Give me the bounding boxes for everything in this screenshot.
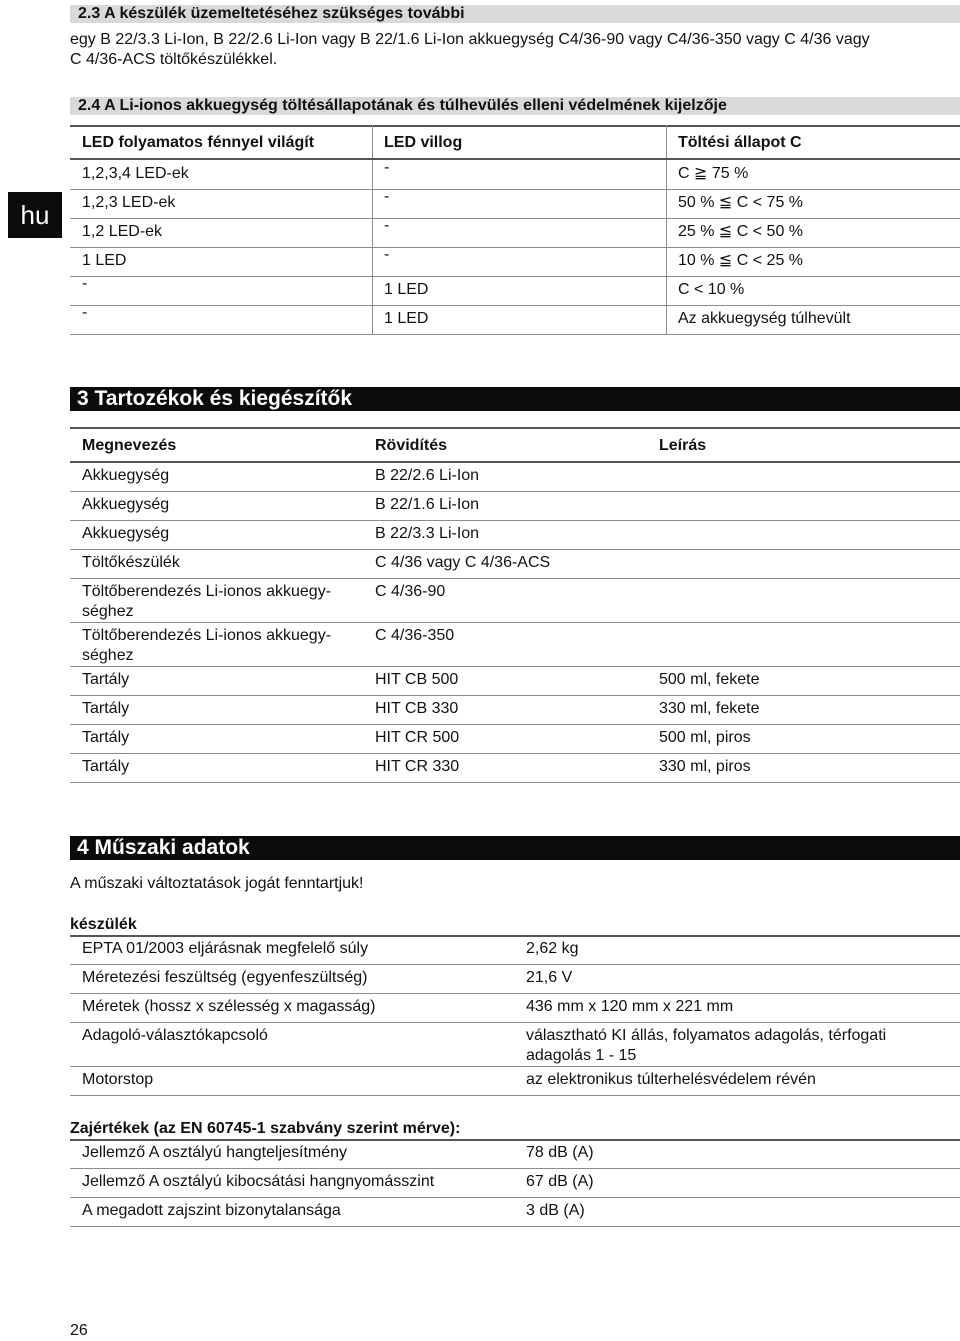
device-table-row-rule <box>70 993 960 994</box>
table-2-4-cell: 1 LED <box>384 310 429 327</box>
section-4-title: 4 Műszaki adatok <box>70 836 960 860</box>
table-2-4-row-rule <box>70 189 960 190</box>
table-3-cell: C 4/36-90 <box>375 583 446 600</box>
table-3-cell: B 22/1.6 Li-Ion <box>375 496 480 513</box>
table-2-4-cell: - <box>384 217 390 234</box>
table-3-cell: C 4/36-350 <box>375 627 455 644</box>
noise-table-row-rule <box>70 1197 960 1198</box>
noise-table-cell: A megadott zajszint bizonytalansága <box>82 1202 341 1219</box>
table-2-4-row-rule <box>70 276 960 277</box>
noise-table-cell: 3 dB (A) <box>526 1202 585 1219</box>
table-3-cell: Akkuegység <box>82 525 170 542</box>
noise-label: Zajértékek (az EN 60745-1 szabvány szerint mérve): <box>70 1120 461 1137</box>
table-2-4-cell: - <box>384 246 390 263</box>
table-2-4-header-1: LED folyamatos fénnyel világít <box>82 134 315 151</box>
device-table-cell: 2,62 kg <box>526 940 579 957</box>
table-2-4-divider-1 <box>372 125 373 335</box>
table-3-header-3: Leírás <box>659 437 707 454</box>
table-2-4-cell: - <box>384 188 390 205</box>
table-3-cell: Töltőberendezés Li-ionos akkuegy- séghez <box>82 583 332 620</box>
device-table-row-rule <box>70 1022 960 1023</box>
table-2-4-cell: 1 LED <box>384 281 429 298</box>
device-table-top-rule <box>70 935 960 937</box>
table-2-4-cell: 1,2,3,4 LED-ek <box>82 165 189 182</box>
table-2-4-cell: - <box>82 275 88 292</box>
table-2-4-cell: 25 % ≦ C < 50 % <box>678 223 804 240</box>
table-3-cell: HIT CB 500 <box>375 671 459 688</box>
table-3-cell: Töltőberendezés Li-ionos akkuegy- séghez <box>82 627 332 664</box>
device-table-cell: választható KI állás, folyamatos adagolás, térfogati adagolás 1 - 15 <box>526 1027 887 1064</box>
section-2-3-line2: C 4/36-ACS töltőkészülékkel. <box>70 51 278 68</box>
section-3-title: 3 Tartozékok és kiegészítők <box>70 387 960 411</box>
table-3-row-rule <box>70 520 960 521</box>
table-2-4-cell: C ≧ 75 % <box>678 165 749 182</box>
table-3-header-rule <box>70 461 960 463</box>
table-3-row-rule <box>70 549 960 550</box>
table-2-4-divider-2 <box>666 125 667 335</box>
table-3-row-rule <box>70 578 960 579</box>
section-4-note: A műszaki változtatások jogát fenntartjuk! <box>70 875 364 892</box>
table-3-cell: Tartály <box>82 671 130 688</box>
table-3-cell: Tartály <box>82 758 130 775</box>
page-number: 26 <box>70 1322 88 1339</box>
table-2-4-header-2: LED villog <box>384 134 463 151</box>
device-label: készülék <box>70 916 137 933</box>
table-3-cell: Tartály <box>82 729 130 746</box>
device-table-cell: Motorstop <box>82 1071 154 1088</box>
device-table-cell: Méretezési feszültség (egyenfeszültség) <box>82 969 368 986</box>
table-2-4-cell: 1 LED <box>82 252 127 269</box>
table-2-4-cell: 1,2 LED-ek <box>82 223 163 240</box>
table-3-cell: B 22/3.3 Li-Ion <box>375 525 480 542</box>
noise-table-cell: Jellemző A osztályú hangteljesítmény <box>82 1144 348 1161</box>
table-3-cell: Akkuegység <box>82 467 170 484</box>
device-table-cell: 21,6 V <box>526 969 573 986</box>
table-3-row-rule <box>70 666 960 667</box>
device-table-cell: EPTA 01/2003 eljárásnak megfelelő súly <box>82 940 369 957</box>
device-table-row-rule <box>70 1095 960 1096</box>
table-3-cell: 500 ml, piros <box>659 729 751 746</box>
table-3-cell: Akkuegység <box>82 496 170 513</box>
device-table-cell: Méretek (hossz x szélesség x magasság) <box>82 998 376 1015</box>
table-2-4-row-rule <box>70 334 960 335</box>
section-2-4-title: 2.4 A Li-ionos akkuegység töltésállapotának és túlhevülés elleni védelmének kijelzője <box>78 97 727 114</box>
table-3-cell: Töltőkészülék <box>82 554 180 571</box>
table-3-cell: C 4/36 vagy C 4/36-ACS <box>375 554 551 571</box>
table-2-4-cell: 10 % ≦ C < 25 % <box>678 252 804 269</box>
device-table-cell: Adagoló-választókapcsoló <box>82 1027 268 1044</box>
table-2-4-cell: 50 % ≦ C < 75 % <box>678 194 804 211</box>
noise-table-cell: 67 dB (A) <box>526 1173 594 1190</box>
table-3-row-rule <box>70 491 960 492</box>
table-3-row-rule <box>70 695 960 696</box>
table-2-4-header-3: Töltési állapot C <box>678 134 802 151</box>
table-3-row-rule <box>70 782 960 783</box>
table-2-4-cell: Az akkuegység túlhevült <box>678 310 851 327</box>
table-3-cell: 500 ml, fekete <box>659 671 760 688</box>
table-2-4-cell: C < 10 % <box>678 281 745 298</box>
device-table-row-rule <box>70 964 960 965</box>
table-2-4-row-rule <box>70 305 960 306</box>
table-2-4-cell: - <box>384 159 390 176</box>
language-tab: hu <box>8 192 62 238</box>
table-2-4-top-rule <box>70 125 960 127</box>
table-2-4-header-rule <box>70 158 960 160</box>
table-3-cell: HIT CB 330 <box>375 700 459 717</box>
table-3-cell: Tartály <box>82 700 130 717</box>
table-3-cell: HIT CR 500 <box>375 729 460 746</box>
device-table-row-rule <box>70 1066 960 1067</box>
device-table-cell: 436 mm x 120 mm x 221 mm <box>526 998 734 1015</box>
section-2-3-title: 2.3 A készülék üzemeltetéséhez szükséges további <box>78 5 465 22</box>
table-3-header-2: Rövidítés <box>375 437 448 454</box>
section-2-3-line1: egy B 22/3.3 Li-Ion, B 22/2.6 Li-Ion vagy B 22/1.6 Li-Ion akkuegység C4/36-90 vagy C4/36-350 vagy C 4/36 vagy <box>70 31 870 48</box>
device-table-cell: az elektronikus túlterhelésvédelem révén <box>526 1071 816 1088</box>
noise-table-row-rule <box>70 1168 960 1169</box>
table-2-4-cell: 1,2,3 LED-ek <box>82 194 176 211</box>
table-3-row-rule <box>70 622 960 623</box>
noise-table-cell: Jellemző A osztályú kibocsátási hangnyomásszint <box>82 1173 435 1190</box>
table-3-cell: 330 ml, fekete <box>659 700 760 717</box>
table-2-4-row-rule <box>70 247 960 248</box>
table-3-cell: 330 ml, piros <box>659 758 751 775</box>
table-3-cell: B 22/2.6 Li-Ion <box>375 467 480 484</box>
table-3-top-rule <box>70 427 960 429</box>
table-3-cell: HIT CR 330 <box>375 758 460 775</box>
table-3-row-rule <box>70 753 960 754</box>
noise-table-row-rule <box>70 1226 960 1227</box>
table-2-4-row-rule <box>70 218 960 219</box>
table-3-header-1: Megnevezés <box>82 437 177 454</box>
noise-table-cell: 78 dB (A) <box>526 1144 594 1161</box>
noise-table-top-rule <box>70 1139 960 1141</box>
table-2-4-cell: - <box>82 304 88 321</box>
table-3-row-rule <box>70 724 960 725</box>
